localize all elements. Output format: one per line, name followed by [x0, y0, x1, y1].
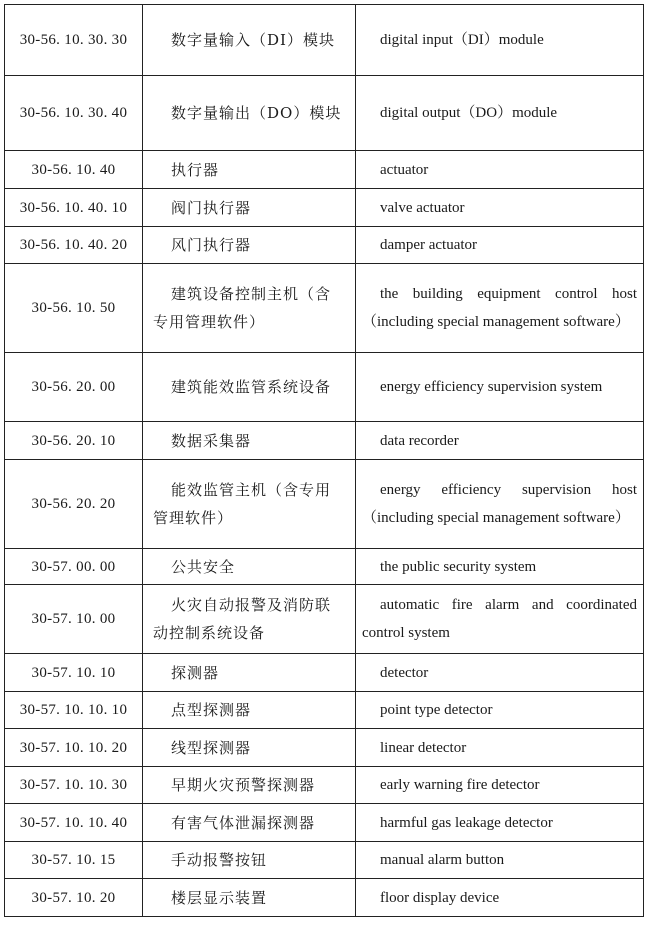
code-cell: 30-57. 10. 10. 10 [5, 692, 143, 729]
english-name-cell: detector [356, 654, 644, 692]
chinese-name-cell: 建筑能效监管系统设备 [143, 353, 356, 422]
table-row [5, 353, 644, 422]
english-name-cell: floor display device [356, 879, 644, 917]
chinese-name-cell: 数字量输入（DI）模块 [143, 5, 356, 76]
code-cell: 30-56. 20. 10 [5, 422, 143, 460]
english-name-cell: data recorder [356, 422, 644, 460]
table-row [5, 422, 644, 460]
code-cell: 30-56. 10. 30. 30 [5, 5, 143, 76]
table-row [5, 654, 644, 692]
chinese-name-cell: 执行器 [143, 151, 356, 189]
chinese-name-cell: 能效监管主机（含专用管理软件） [143, 460, 356, 549]
table-row [5, 460, 644, 549]
code-cell: 30-56. 20. 00 [5, 353, 143, 422]
code-cell: 30-57. 10. 15 [5, 842, 143, 879]
code-cell: 30-57. 10. 10. 20 [5, 729, 143, 767]
english-name-cell: linear detector [356, 729, 644, 767]
chinese-name-cell: 公共安全 [143, 549, 356, 585]
table-row [5, 692, 644, 729]
chinese-name-cell: 有害气体泄漏探测器 [143, 804, 356, 842]
english-name-cell: actuator [356, 151, 644, 189]
table-row [5, 264, 644, 353]
table-row [5, 879, 644, 917]
chinese-name-cell: 早期火灾预警探测器 [143, 767, 356, 804]
code-cell: 30-56. 10. 30. 40 [5, 76, 143, 151]
chinese-name-cell: 数据采集器 [143, 422, 356, 460]
classification-table [4, 4, 644, 917]
english-name-cell: energy efficiency supervision host（including special management software） [356, 460, 644, 549]
english-name-cell: damper actuator [356, 227, 644, 264]
english-name-cell: valve actuator [356, 189, 644, 227]
english-name-cell: manual alarm button [356, 842, 644, 879]
table-row [5, 585, 644, 654]
code-cell: 30-57. 10. 10. 40 [5, 804, 143, 842]
code-cell: 30-56. 10. 40. 20 [5, 227, 143, 264]
code-cell: 30-57. 00. 00 [5, 549, 143, 585]
table-row [5, 842, 644, 879]
english-name-cell: automatic fire alarm and coordinated control system [356, 585, 644, 654]
code-cell: 30-56. 10. 50 [5, 264, 143, 353]
chinese-name-cell: 点型探测器 [143, 692, 356, 729]
table-row [5, 5, 644, 76]
table-row [5, 729, 644, 767]
chinese-name-cell: 楼层显示装置 [143, 879, 356, 917]
table-row [5, 767, 644, 804]
english-name-cell: digital output（DO）module [356, 76, 644, 151]
code-cell: 30-57. 10. 20 [5, 879, 143, 917]
chinese-name-cell: 数字量输出（DO）模块 [143, 76, 356, 151]
chinese-name-cell: 火灾自动报警及消防联动控制系统设备 [143, 585, 356, 654]
code-cell: 30-57. 10. 10. 30 [5, 767, 143, 804]
table-row [5, 549, 644, 585]
english-name-cell: early warning fire detector [356, 767, 644, 804]
english-name-cell: harmful gas leakage detector [356, 804, 644, 842]
table-row [5, 804, 644, 842]
chinese-name-cell: 手动报警按钮 [143, 842, 356, 879]
code-cell: 30-57. 10. 10 [5, 654, 143, 692]
chinese-name-cell: 阀门执行器 [143, 189, 356, 227]
english-name-cell: point type detector [356, 692, 644, 729]
chinese-name-cell: 风门执行器 [143, 227, 356, 264]
code-cell: 30-56. 10. 40. 10 [5, 189, 143, 227]
chinese-name-cell: 线型探测器 [143, 729, 356, 767]
english-name-cell: energy efficiency supervision system [356, 353, 644, 422]
english-name-cell: digital input（DI）module [356, 5, 644, 76]
english-name-cell: the public security system [356, 549, 644, 585]
chinese-name-cell: 探测器 [143, 654, 356, 692]
english-name-cell: the building equipment control host（including special management software） [356, 264, 644, 353]
code-cell: 30-57. 10. 00 [5, 585, 143, 654]
table-row [5, 189, 644, 227]
table-row [5, 227, 644, 264]
chinese-name-cell: 建筑设备控制主机（含专用管理软件） [143, 264, 356, 353]
code-cell: 30-56. 20. 20 [5, 460, 143, 549]
table-row [5, 76, 644, 151]
table-row [5, 151, 644, 189]
code-cell: 30-56. 10. 40 [5, 151, 143, 189]
